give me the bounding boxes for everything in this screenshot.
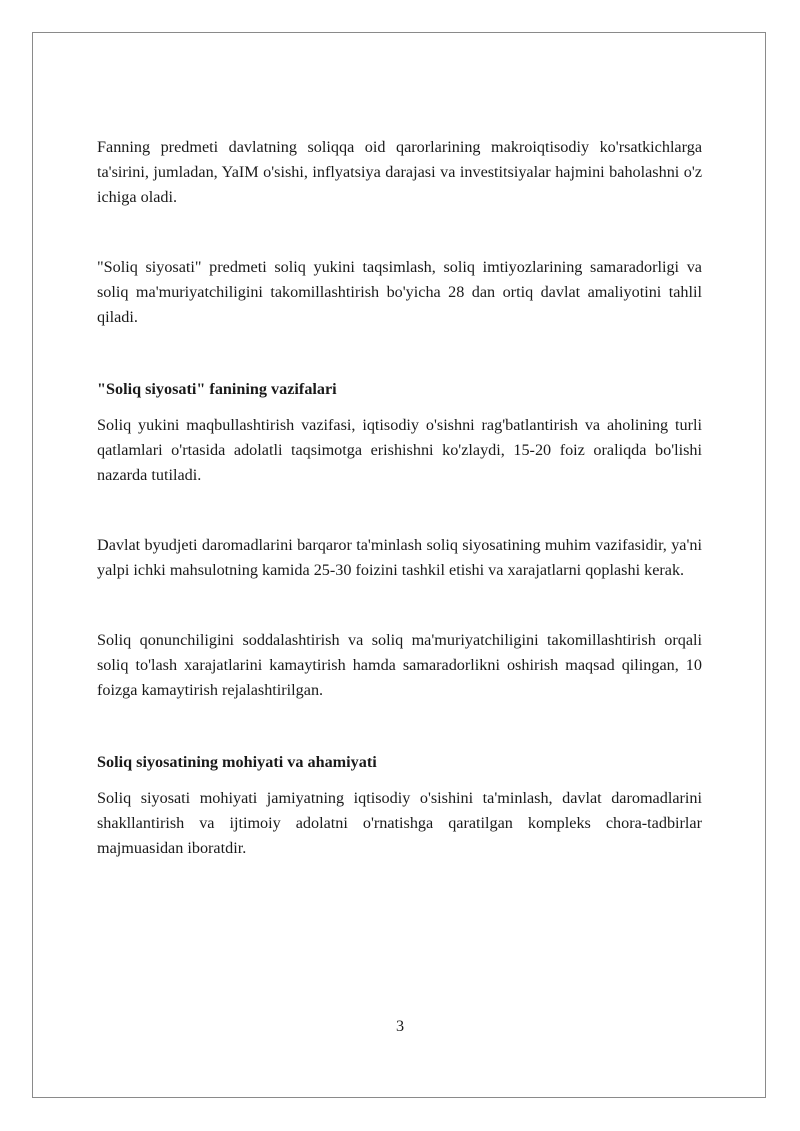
section-heading: "Soliq siyosati" fanining vazifalari	[97, 380, 337, 398]
paragraph: "Soliq siyosati" predmeti soliq yukini taqsimlash, soliq imtiyozlarining samaradorligi va soliq ma'muriyatchiligini takomillashtirish bo'yicha 28 dan ortiq davlat amaliyotini tahlil qiladi.	[97, 258, 702, 326]
section-heading: Soliq siyosatining mohiyati va ahamiyati	[97, 753, 377, 771]
paragraph: Soliq siyosati mohiyati jamiyatning iqtisodiy o'sishini ta'minlash, davlat daromadlarini shakllantirish va ijtimoiy adolatni o'rnatishga qaratilgan kompleks chora-tadbirlar majmuasidan iboratdir.	[97, 789, 702, 857]
document-body	[97, 135, 702, 861]
paragraph: Davlat byudjeti daromadlarini barqaror ta'minlash soliq siyosatining muhim vazifasidir, ya'ni yalpi ichki mahsulotning kamida 25-30 foizini tashkil etishi va xarajatlarni qoplashi kerak.	[97, 536, 702, 579]
paragraph: Soliq qonunchiligini soddalashtirish va soliq ma'muriyatchiligini takomillashtirish orqali soliq to'lash xarajatlarini kamaytirish hamda samaradorlikni oshirish maqsad qilingan, 10 foizga kamaytirish rejalashtirilgan.	[97, 631, 702, 699]
page-number: 3	[395, 1017, 405, 1035]
paragraph: Soliq yukini maqbullashtirish vazifasi, iqtisodiy o'sishni rag'batlantirish va aholining turli qatlamlari o'rtasida adolatli taqsimotga erishishni ko'zlaydi, 15-20 foiz oraliqda bo'lishi nazarda tutiladi.	[97, 416, 702, 484]
paragraph: Fanning predmeti davlatning soliqqa oid qarorlarining makroiqtisodiy ko'rsatkichlarga ta'sirini, jumladan, YaIM o'sishi, inflyatsiya darajasi va investitsiyalar hajmini baholashni o'z ichiga oladi.	[97, 138, 702, 206]
